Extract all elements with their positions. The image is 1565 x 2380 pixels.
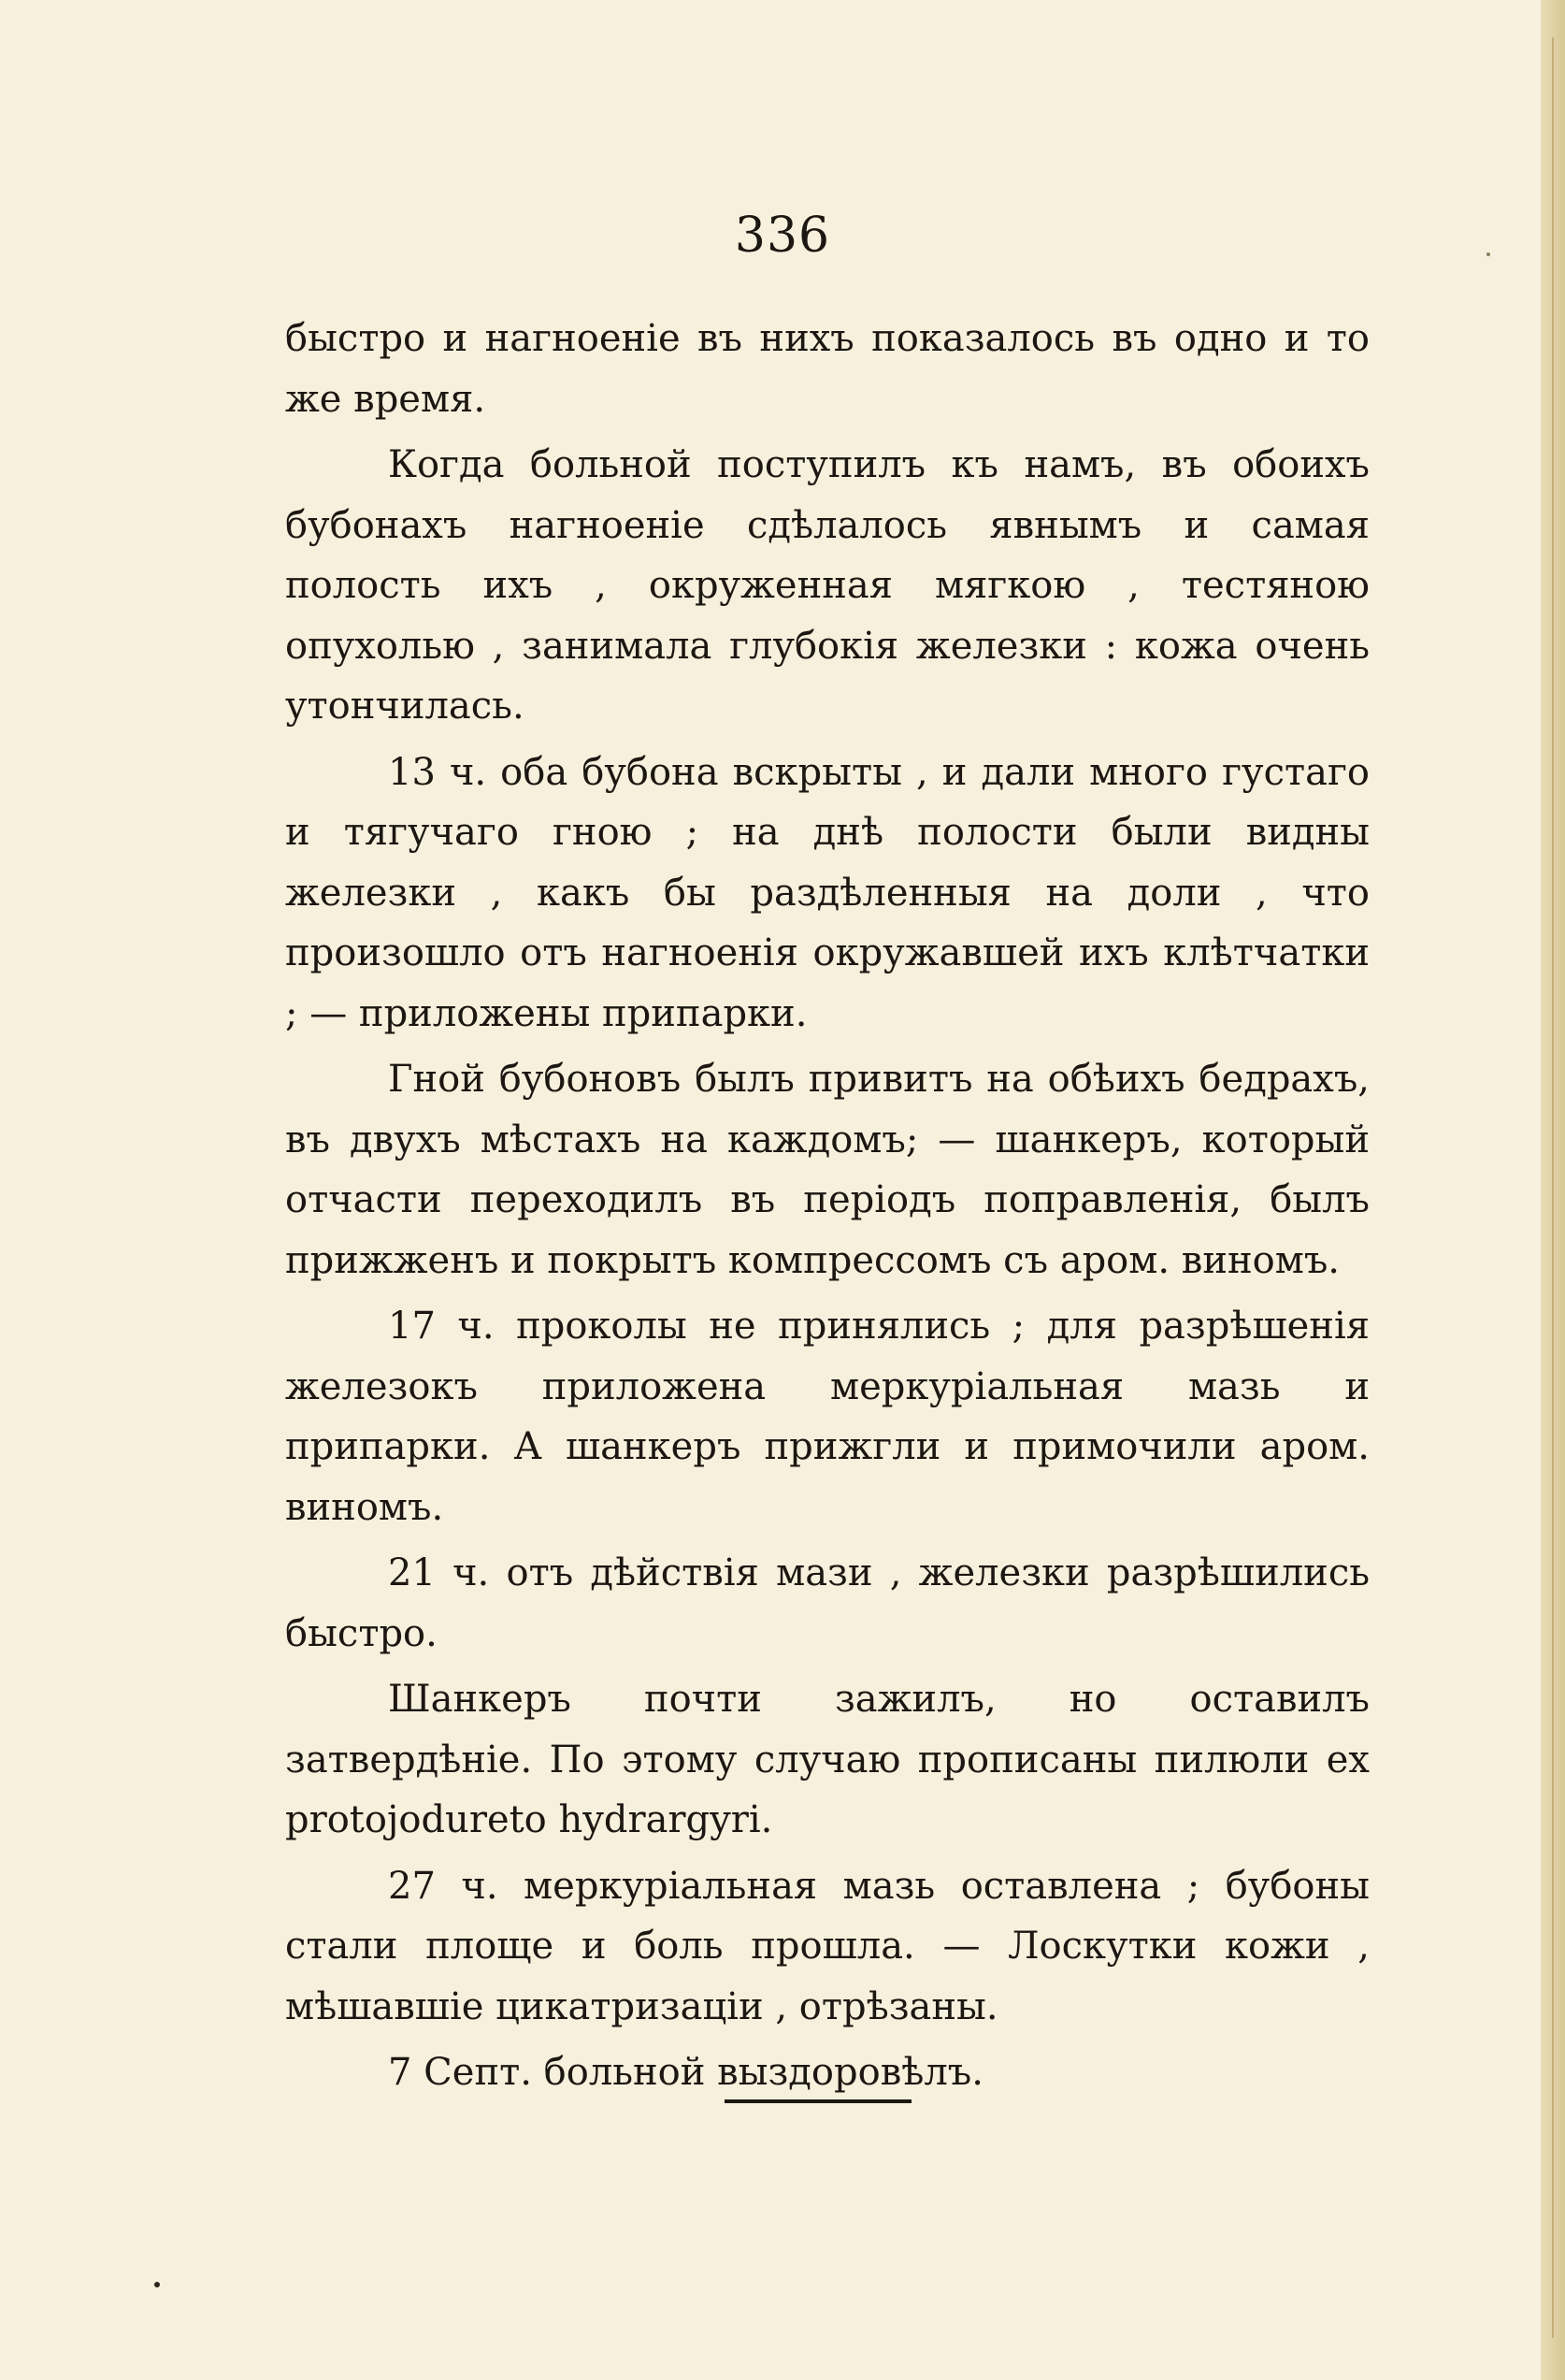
body-text (285, 309, 1370, 2109)
page-number: 336 (734, 208, 831, 264)
paragraph-recovery: 7 Септ. больной выздоровѣлъ. (388, 2051, 984, 2094)
paragraph-day-21: 21 ч. отъ дѣйствія мази , железки разрѣшились быстро. (285, 1551, 1370, 1655)
paragraph-day-17: 17 ч. проколы не принялись ; для разрѣшенія железокъ приложена меркуріальная мазь и припарки. А шанкеръ прижгли и примочили аром. виномъ. (285, 1305, 1370, 1529)
ink-spot (154, 2282, 160, 2287)
paragraph-day-27: 27 ч. меркуріальная мазь оставлена ; бубоны стали площе и боль прошла. — Лоскутки кожи , мѣшавшіе цикатризаціи , отрѣзаны. (285, 1864, 1370, 2028)
paragraph-inoculation: Гной бубоновъ былъ привитъ на обѣихъ бедрахъ, въ двухъ мѣстахъ на каждомъ; — шанкеръ, который отчасти переходилъ въ періодъ поправленія, былъ прижженъ и покрытъ компрессомъ съ аром. виномъ. (285, 1058, 1370, 1282)
end-rule (725, 2099, 912, 2103)
paragraph-continuation: быстро и нагноеніе въ нихъ показалось въ одно и то же время. (285, 317, 1370, 421)
page-edge-line (1552, 37, 1554, 2338)
page-edge (1541, 0, 1565, 2380)
paragraph-day-13: 13 ч. оба бубона вскрыты , и дали много густаго и тягучаго гною ; на днѣ полости были видны железки , какъ бы раздѣленныя на доли , что произошло отъ нагноенія окружавшей ихъ клѣтчатки ; — приложены припарки. (285, 750, 1370, 1035)
paragraph-admission: Когда больной поступилъ къ намъ, въ обоихъ бубонахъ нагноеніе сдѣлалось явнымъ и самая полость ихъ , окруженная мягкою , тестяною опухолью , занимала глубокія железки : кожа очень утончилась. (285, 443, 1370, 728)
paragraph-chancre: Шанкеръ почти зажилъ, но оставилъ затвердѣніе. По этому случаю прописаны пилюли ex protojodureto hydrargyri. (285, 1678, 1370, 1841)
